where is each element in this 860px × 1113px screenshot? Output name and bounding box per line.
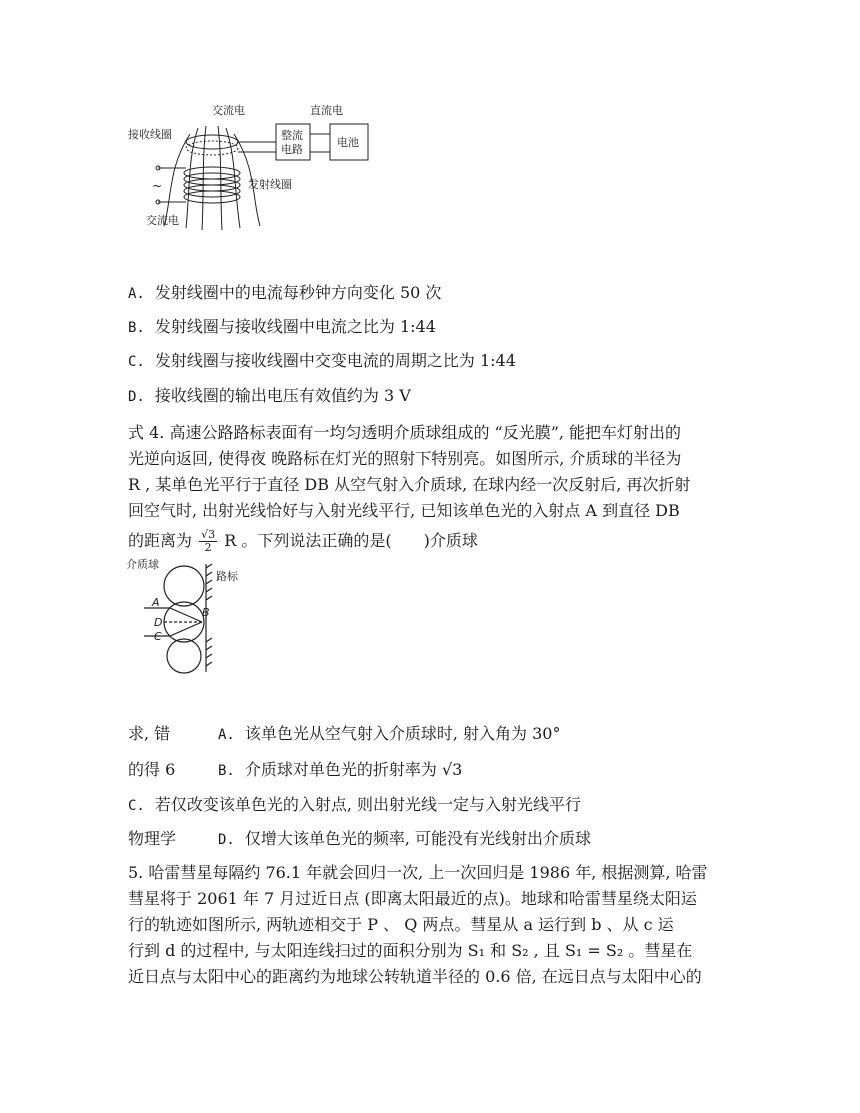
wireless-charging-figure — [128, 98, 376, 238]
q3-option-b: B. 发射线圈与接收线圈中电流之比为 1:44 — [128, 317, 436, 336]
q5-line-1: 5. 哈雷彗星每隔约 76.1 年就会回归一次, 上一次回归是 1986 年, 根据测算, 哈雷 — [128, 863, 708, 882]
label-sign: 路标 — [216, 570, 238, 583]
q3-option-a: A. 发射线圈中的电流每秒钟方向变化 50 次 — [128, 283, 442, 302]
q5-stem — [128, 860, 738, 990]
label-C: C — [154, 630, 162, 643]
label-battery: 电池 — [337, 136, 359, 149]
label-rect-2: 电路 — [281, 143, 303, 156]
q5-line-2: 彗星将于 2061 年 7 月过近日点 (即离太阳最近的点)。地球和哈雷彗星绕太阳运 — [128, 889, 697, 908]
q4-option-a: 求, 错 A. 该单色光从空气射入介质球时, 射入角为 30° — [128, 724, 561, 743]
fraction-sqrt3-over-2: $\frac{√3}{2}$ — [201, 528, 216, 554]
q4-line-2: 光逆向返回, 使得夜 晚路标在灯光的照射下特别亮。如图所示, 介质球的半径为 — [128, 449, 682, 468]
label-tx-coil: 发射线圈 — [248, 178, 292, 191]
q3-option-c: C. 发射线圈与接收线圈中交变电流的周期之比为 1:44 — [128, 351, 516, 370]
q4-line-1: 式 4. 高速公路路标表面有一均匀透明介质球组成的 “反光膜”, 能把车灯射出的 — [128, 423, 682, 442]
label-ac-bottom: 交流电 — [146, 214, 179, 227]
q4-option-b: 的得 6 B. 介质球对单色光的折射率为 √3 — [128, 760, 463, 779]
label-ac-top: 交流电 — [212, 104, 245, 117]
label-tilde: ~ — [152, 179, 163, 193]
q5-line-4: 行到 d 的过程中, 与太阳连线扫过的面积分别为 S₁ 和 S₂ , 且 S₁ = S₂ 。彗星在 — [128, 941, 693, 960]
label-rect-1: 整流 — [281, 129, 303, 142]
label-D: D — [154, 616, 163, 629]
q4-stem — [128, 420, 738, 554]
q4-option-d: 物理学 D. 仅增大该单色光的频率, 可能没有光线射出介质球 — [128, 829, 592, 848]
q4-option-c: C. 若仅改变该单色光的入射点, 则出射光线一定与入射光线平行 — [128, 795, 582, 814]
label-rx-coil: 接收线圈 — [128, 128, 172, 141]
q5-line-3: 行的轨迹如图所示, 两轨迹相交于 P 、 Q 两点。彗星从 a 运行到 b 、从 c 运 — [128, 915, 674, 934]
label-dc: 直流电 — [310, 104, 343, 117]
medium-ball-figure — [126, 556, 256, 674]
label-A: A — [152, 596, 160, 609]
q4-line-4: 回空气时, 出射光线恰好与入射光线平行, 已知该单色光的入射点 A 到直径 DB — [128, 501, 680, 520]
q3-option-d: D. 接收线圈的输出电压有效值约为 3 V — [128, 386, 411, 405]
label-B: B — [202, 606, 210, 619]
q4-line-5: 的距离为 $\frac{√3}{2}$ R 。下列说法正确的是( )介质球 — [128, 528, 478, 554]
q4-line-3: R , 某单色光平行于直径 DB 从空气射入介质球, 在球内经一次反射后, 再次折射 — [128, 475, 691, 494]
label-ball: 介质球 — [126, 558, 159, 571]
q5-line-5: 近日点与太阳中心的距离约为地球公转轨道半径的 0.6 倍, 在远日点与太阳中心的 — [128, 967, 702, 986]
